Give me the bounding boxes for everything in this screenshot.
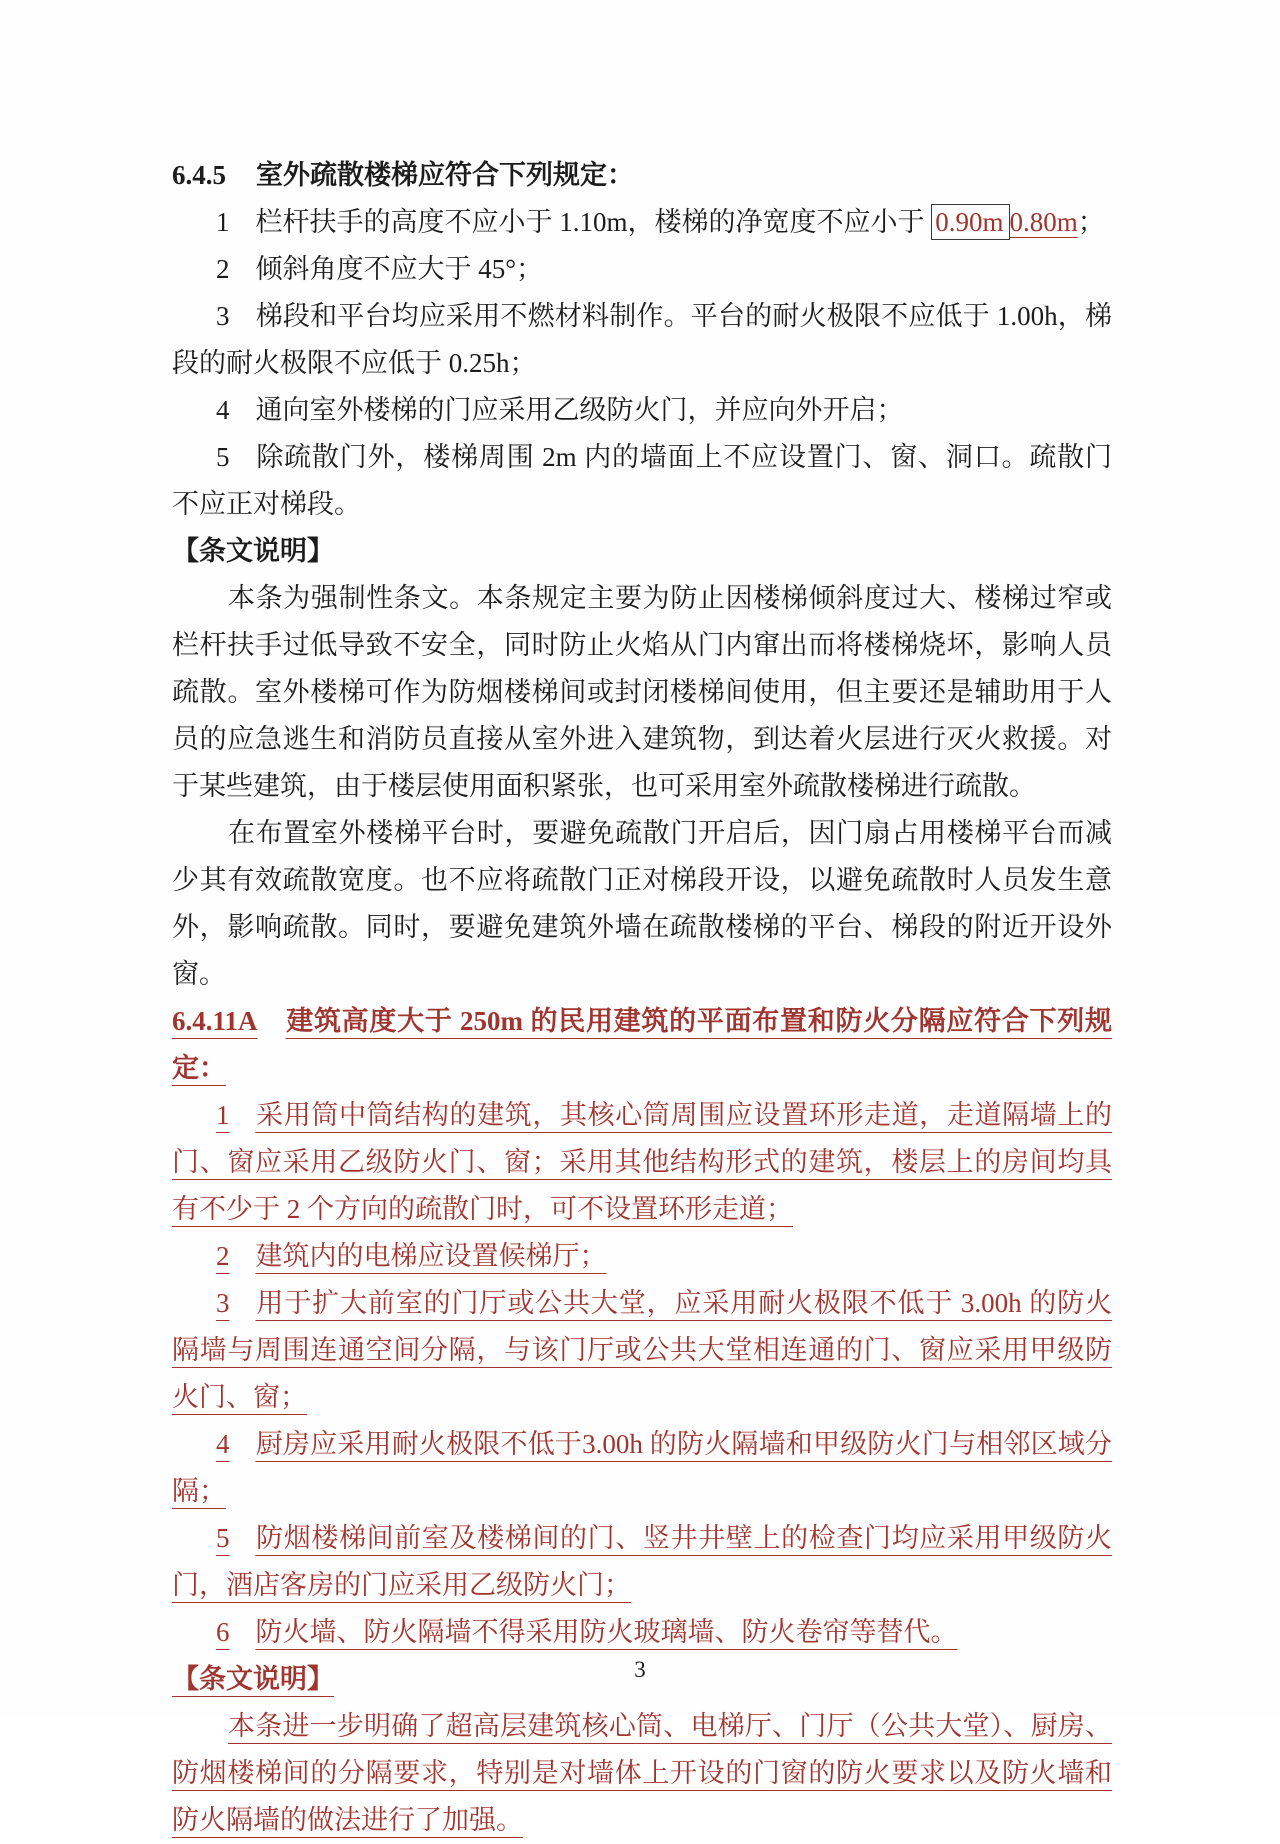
section-heading-645 <box>172 152 1112 199</box>
item-number: 3 <box>216 1288 230 1318</box>
item-text: 防火墙、防火隔墙不得采用防火玻璃墙、防火卷帘等替代。 <box>255 1617 958 1647</box>
page-number: 3 <box>634 1657 646 1682</box>
list-item <box>172 1609 1112 1656</box>
item-text: 梯段和平台均应采用不燃材料制作。平台的耐火极限不应低于 1.00h，梯段的耐火极限不应低于 0.25h； <box>172 301 1112 378</box>
section-number: 6.4.5 <box>172 160 226 190</box>
item-number: 3 <box>216 301 230 331</box>
list-item <box>172 434 1112 528</box>
item-text: 厨房应采用耐火极限不低于3.00h 的防火隔墙和甲级防火门与相邻区域分隔； <box>172 1429 1112 1506</box>
item-text: 通向室外楼梯的门应采用乙级防火门，并应向外开启； <box>255 395 904 425</box>
section-title: 建筑高度大于 250m 的民用建筑的平面布置和防火分隔应符合下列规定： <box>172 1006 1112 1083</box>
note-paragraph: 本条为强制性条文。本条规定主要为防止因楼梯倾斜度过大、楼梯过窄或栏杆扶手过低导致不安全，同时防止火焰从门内窜出而将楼梯烧坏，影响人员疏散。室外楼梯可作为防烟楼梯间或封闭楼梯间使用，但主要还是辅助用于人员的应急逃生和消防员直接从室外进入建筑物，到达着火层进行灭火救援。对于某些建筑，由于楼层使用面积紧张，也可采用室外疏散楼梯进行疏散。 <box>172 583 1112 801</box>
item-number: 6 <box>216 1617 230 1647</box>
note-label: 【条文说明】 <box>172 536 334 566</box>
list-item <box>172 199 1112 246</box>
list-item <box>172 1233 1112 1280</box>
note-label: 【条文说明】 <box>172 1664 334 1694</box>
item-number: 2 <box>216 254 230 284</box>
note-paragraph: 本条进一步明确了超高层建筑核心筒、电梯厅、门厅（公共大堂）、厨房、防烟楼梯间的分隔要求，特别是对墙体上开设的门窗的防火要求以及防火墙和防火隔墙的做法进行了加强。 <box>172 1711 1112 1835</box>
item-number: 4 <box>216 395 230 425</box>
list-item <box>172 246 1112 293</box>
item-number: 2 <box>216 1241 230 1271</box>
item-text: 除疏散门外，楼梯周围 2m 内的墙面上不应设置门、窗、洞口。疏散门不应正对梯段。 <box>172 442 1112 519</box>
item-text: 用于扩大前室的门厅或公共大堂，应采用耐火极限不低于 3.00h 的防火隔墙与周围连通空间分隔，与该门厅或公共大堂相连通的门、窗应采用甲级防火门、窗； <box>172 1288 1112 1412</box>
item-number: 4 <box>216 1429 230 1459</box>
deleted-value: 0.80m <box>1009 207 1078 237</box>
item-text: 倾斜角度不应大于 45°； <box>255 254 544 284</box>
item-punctuation: ； <box>1077 207 1105 237</box>
item-text: 建筑内的电梯应设置候梯厅； <box>255 1241 607 1271</box>
inserted-value-box: 0.90m <box>931 204 1009 240</box>
item-number: 5 <box>216 1523 230 1553</box>
list-item <box>172 387 1112 434</box>
item-number: 1 <box>216 207 230 237</box>
section-number: 6.4.11A <box>172 1006 258 1036</box>
list-item <box>172 1092 1112 1233</box>
item-text: 栏杆扶手的高度不应小于 1.10m，楼梯的净宽度不应小于 <box>255 207 932 237</box>
item-text: 采用筒中筒结构的建筑，其核心筒周围应设置环形走道，走道隔墙上的门、窗应采用乙级防火门、窗；采用其他结构形式的建筑，楼层上的房间均具有不少于 2 个方向的疏散门时，可不设置环形走道； <box>172 1100 1112 1224</box>
list-item <box>172 1515 1112 1609</box>
item-number: 5 <box>216 442 230 472</box>
list-item <box>172 293 1112 387</box>
item-number: 1 <box>216 1100 230 1130</box>
section-heading-6411a <box>172 998 1112 1092</box>
list-item <box>172 1421 1112 1515</box>
note-paragraph: 在布置室外楼梯平台时，要避免疏散门开启后，因门扇占用楼梯平台而减少其有效疏散宽度。也不应将疏散门正对梯段开设，以避免疏散时人员发生意外，影响疏散。同时，要避免建筑外墙在疏散楼梯的平台、梯段的附近开设外窗。 <box>172 818 1112 989</box>
list-item <box>172 1280 1112 1421</box>
item-text: 防烟楼梯间前室及楼梯间的门、竖井井壁上的检查门均应采用甲级防火门，酒店客房的门应采用乙级防火门； <box>172 1523 1112 1600</box>
section-title: 室外疏散楼梯应符合下列规定： <box>256 160 634 190</box>
